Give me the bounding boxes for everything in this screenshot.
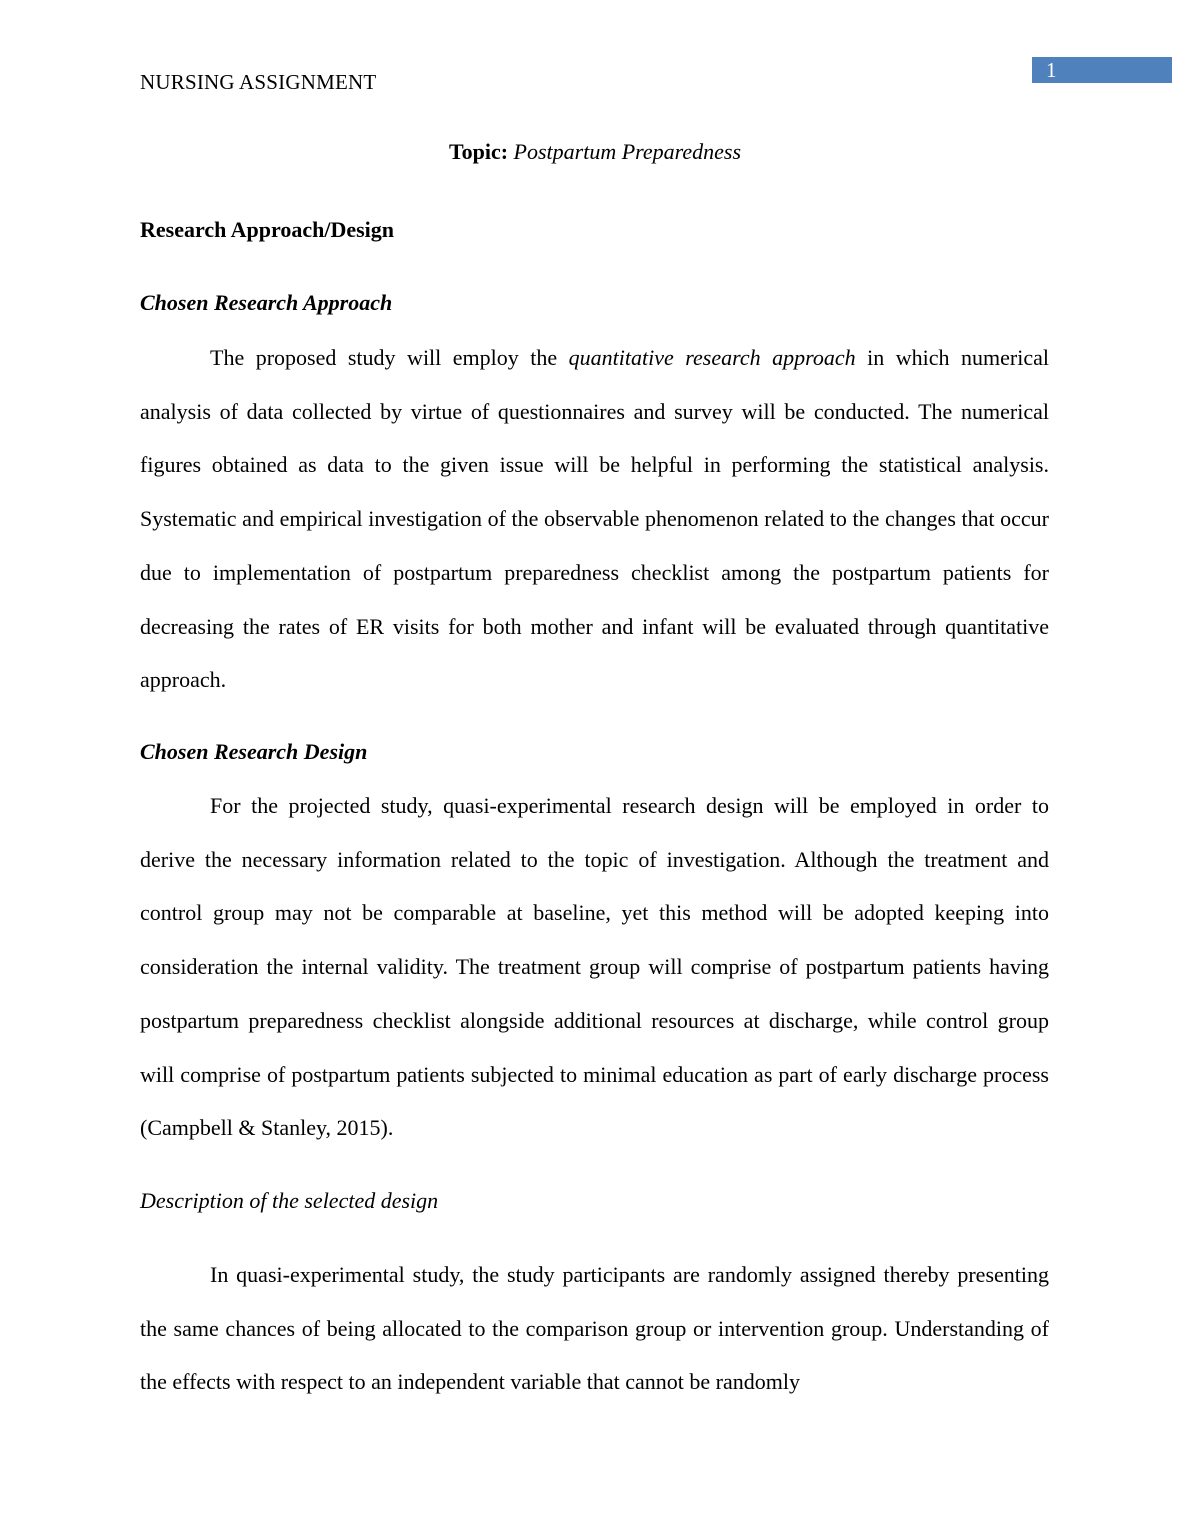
description-paragraph: In quasi-experimental study, the study participants are randomly assigned thereby presenting the same chances of being allocated to the comparison group or intervention group. Understanding of the effects with respect to an independent variable that cannot be randomly (140, 1262, 1049, 1395)
approach-emphasis: quantitative research approach (568, 345, 856, 370)
design-heading: Chosen Research Design (140, 739, 368, 764)
page-number-badge (1032, 57, 1172, 83)
topic-label: Topic: (448, 139, 509, 164)
approach-text-after: in which numerical analysis of data collected by virtue of questionnaires and survey will be conducted. The numerical figures obtained as data to the given issue will be helpful in performing the statistical analysis. Systematic and empirical investigation of the observable phenomenon related to the changes that occur due to implementation of postpartum preparedness checklist among the postpartum patients for decreasing the rates of ER visits for both mother and infant will be evaluated through quantitative approach. (140, 345, 1049, 693)
approach-heading: Chosen Research Approach (140, 290, 393, 315)
design-paragraph: For the projected study, quasi-experimental research design will be employed in order to derive the necessary information related to the topic of investigation. Although the treatment and control group may not be comparable at baseline, yet this method will be adopted keeping into consideration the internal validity. The treatment group will comprise of postpartum patients having postpartum preparedness checklist alongside additional resources at discharge, while control group will comprise of postpartum patients subjected to minimal education as part of early discharge process (Campbell & Stanley, 2015). (140, 793, 1049, 1141)
topic-title: Postpartum Preparedness (513, 139, 742, 164)
topic-line (140, 139, 1050, 165)
approach-paragraph (140, 331, 1049, 707)
running-head: NURSING ASSIGNMENT (140, 70, 377, 94)
approach-text-before: The proposed study will employ the (210, 345, 569, 370)
page-number: 1 (1046, 58, 1057, 82)
description-heading: Description of the selected design (140, 1188, 439, 1213)
section-heading: Research Approach/Design (140, 217, 395, 242)
